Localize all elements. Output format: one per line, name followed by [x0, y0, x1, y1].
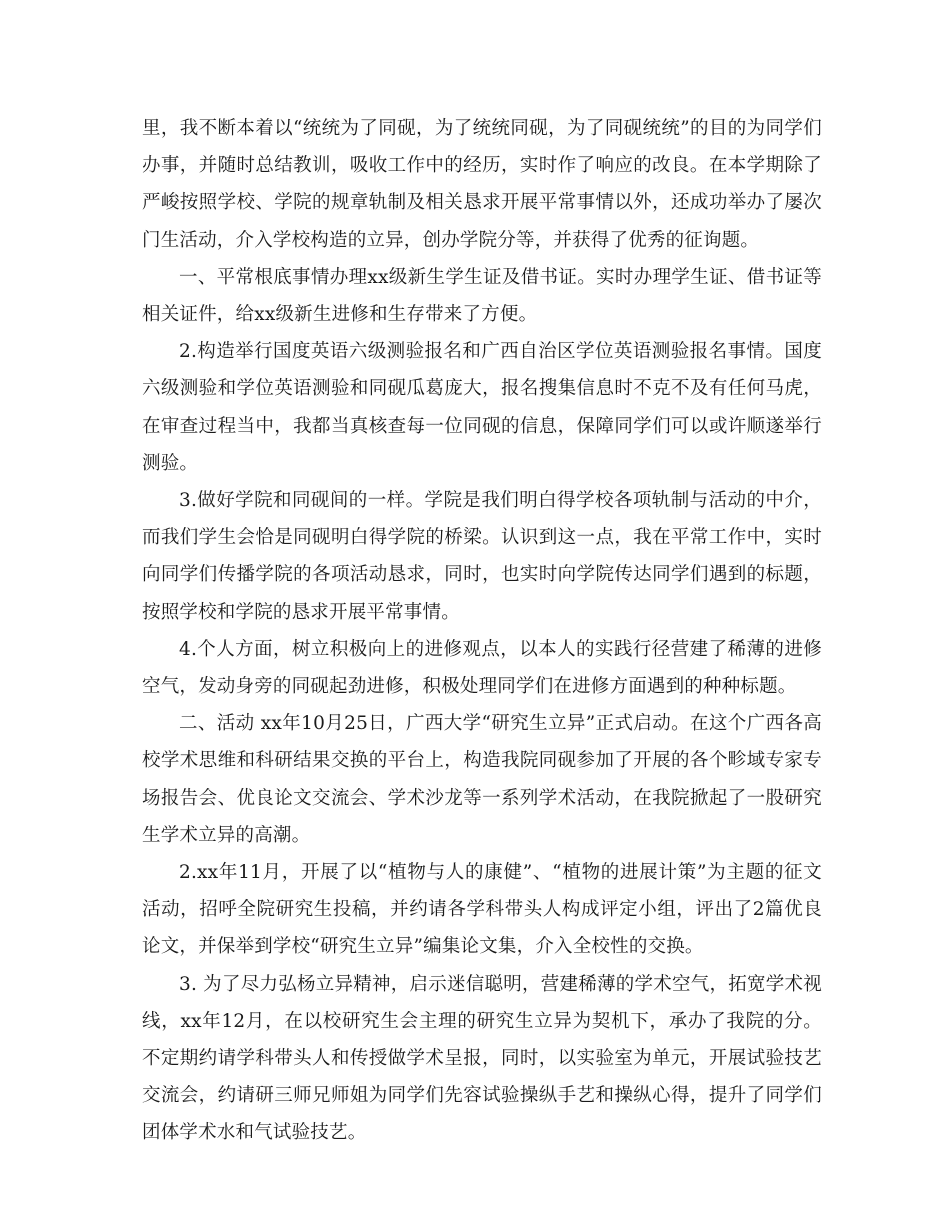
paragraph-2: 一、平常根底事情办理xx级新生学生证及借书证。实时办理学生证、借书证等相关证件，给xx级新生进修和生存带来了方便。	[142, 266, 822, 326]
paragraph-5: 4.个人方面，树立积极向上的进修观点，以本人的实践行径营建了稀薄的进修空气，发动身旁的同砚起劲进修，积极处理同学们在进修方面遇到的种种标题。	[142, 638, 822, 698]
document-body	[142, 110, 822, 1152]
paragraph-3: 2.构造举行国度英语六级测验报名和广西自治区学位英语测验报名事情。国度六级测验和学位英语测验和同砚瓜葛庞大，报名搜集信息时不克不及有任何马虎，在审查过程当中，我都当真核查每一位同砚的信息，保障同学们可以或许顺遂举行测验。	[142, 341, 822, 474]
paragraph-7: 2.xx年11月，开展了以“植物与人的康健”、“植物的进展计策”为主题的征文活动，招呼全院研究生投稿，并约请各学科带头人构成评定小组，评出了2篇优良论文，并保举到学校“研究生立异”编集论文集，介入全校性的交换。	[142, 862, 822, 958]
paragraph-8: 3. 为了尽力弘杨立异精神，启示迷信聪明，营建稀薄的学术空气，拓宽学术视线，xx年12月，在以校研究生会主理的研究生立异为契机下，承办了我院的分。不定期约请学科带头人和传授做学术呈报，同时，以实验室为单元，开展试验技艺交流会，约请研三师兄师姐为同学们先容试验操纵手艺和操纵心得，提升了同学们团体学术水和气试验技艺。	[142, 973, 823, 1144]
paragraph-4: 3.做好学院和同砚间的一样。学院是我们明白得学校各项轨制与活动的中介，而我们学生会恰是同砚明白得学院的桥梁。认识到这一点，我在平常工作中，实时向同学们传播学院的各项活动恳求，同时，也实时向学院传达同学们遇到的标题，按照学校和学院的恳求开展平常事情。	[142, 490, 822, 623]
paragraph-6: 二、活动 xx年10月25日，广西大学“研究生立异”正式启动。在这个广西各高校学术思维和科研结果交换的平台上，构造我院同砚参加了开展的各个畛域专家专场报告会、优良论文交流会、学术沙龙等一系列学术活动，在我院掀起了一股研究生学术立异的高潮。	[142, 713, 822, 846]
paragraph-1: 里，我不断本着以“统统为了同砚，为了统统同砚，为了同砚统统”的目的为同学们办事，并随时总结教训，吸收工作中的经历，实时作了响应的改良。在本学期除了严峻按照学校、学院的规章轨制及相关恳求开展平常事情以外，还成功举办了屡次门生活动，介入学校构造的立异，创办学院分等，并获得了优秀的征询题。	[142, 118, 822, 251]
